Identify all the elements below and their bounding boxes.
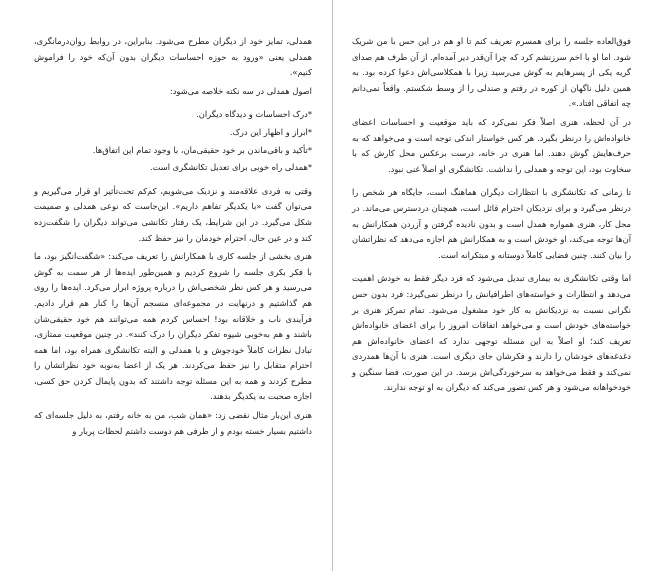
paragraph: اما وقتی تکانشگری به بیماری تبدیل می‌شود که فرد دیگر فقط به خودش اهمیت می‌دهد و انتظارات و خواسته‌های اطرافیانش را درنظر نمی‌گیرد: فرد بدون حس نگرانی نسبت به نزدیکانش به کار خود مشغول می‌شود. تمام تمرکز هنری بر خواسته‌های خودش است و می‌خواهد اتفاقات امروز را برای اعضای خانواده‌اش تعریف کند؛ او اصلاً به این مسئله توجهی ندارد که اعضای خانواده‌اش هم دغدغه‌های خودشان را دارند و فکرشان جای دیگری است. هنری با آن‌ها همدردی نمی‌کند و فقط می‌خواهد به سرخوردگی‌اش برسد. در این صورت، فضا سنگین و خودخواهانه می‌شود و هر کس تصور می‌کند که دیگران به او توجه ندارند. xyxy=(352,273,631,393)
paragraph: همدلی، تمایز خود از دیگران مطرح می‌شود. بنابراین، در روابط روان‌درمانگری، همدلی یعنی «ورود به حوزه احساسات دیگران بدون آن‌که خود را فراموش کنیم». xyxy=(34,36,312,78)
right-page xyxy=(332,0,665,571)
page-gutter-divider xyxy=(332,0,333,571)
paragraph: در آن لحظه، هنری اصلاً فکر نمی‌کرد که باید موقعیت و احساسات اعضای خانواده‌اش را درنظر بگیرد. هر کس خواستار اندکی توجه است و می‌خواهد که به حرف‌هایش گوش دهند. اما هنری در خانه، درست برعکس محل کارش که با سخاوت بود، این توجه و همدلی را نداشت. تکانشگری او اصلاً غنی نبود. xyxy=(352,116,631,174)
paragraph: فوق‌العاده جلسه را برای همسرم تعریف کنم تا او هم در این حس با من شریک شود. اما او با اخم سرزنشم کرد که چرا آن‌قدر دیر آمده‌ام. از آن طرف هم صدای گریه یکی از پسرهایم به گوش می‌رسید زیرا با همکلاسی‌اش دعوا کرده بود. به همین دلیل ناگهان از کوره در رفتم و صندلی را از وسط شکستم. واقعاً نمی‌دانم چه اتفاقی افتاد.». xyxy=(352,36,631,109)
bullet-item: *ابراز و اظهار این درک. xyxy=(229,126,312,137)
paragraph: هنری بخشی از جلسه کاری با همکارانش را تعریف می‌کند: «شگفت‌انگیز بود، ما با فکر بکری جلسه را شروع کردیم و همین‌طور ایده‌ها از هر سمت به گوش می‌رسید و هر کس نظر شخصی‌اش را درباره پروژه ابراز می‌کرد. ایده‌ها را روی هم گذاشتیم و درنهایت در مجموعه‌ای منسجم آن‌ها را کنار هم قرار دادیم. فرآیندی ناب و خلاقانه بود! احساس کردم همه می‌توانند هم خود حقیقی‌شان باشند و هم به‌خوبی شیوه تفکر دیگران را درک کنند». در چنین موقعیت ممتازی، تبادل نظرات کاملاً خودجوش و با همدلی و البته تکانشگری همراه بود، اما همه احترام متقابل را نیز حفظ می‌کردند. هر یک از اعضا به‌نوبه خود نظراتشان را مطرح کردند و همه به این مسئله توجه داشتند که بدون پایمال کردن حق کسی، اجازه صحبت به یکدیگر بدهند. xyxy=(34,251,312,402)
left-page-text xyxy=(34,34,312,439)
right-page-text xyxy=(352,34,631,396)
left-page xyxy=(0,0,332,571)
paragraph: اصول همدلی در سه نکته خلاصه می‌شود: xyxy=(169,85,312,96)
bullet-item: *همدلی راه خوبی برای تعدیل تکانشگری است. xyxy=(149,162,312,173)
paragraph: تا زمانی که تکانشگری با انتظارات دیگران هماهنگ است، جایگاه هر شخص را درنظر می‌گیرد و برای نزدیکان احترام قائل است، همچنان دردسترس می‌ماند. در محل کار، هنری همواره همدل است و بدون نادیده گرفتن و آزردن همکارانش به آن‌ها توجه می‌کند، او خودش است و به همکارانش هم اجازه می‌دهد که نظراتشان را بیان کنند. چنین فضایی کاملاً دوستانه و مبتکرانه است. xyxy=(352,187,631,260)
paragraph: هنری این‌بار مثال نقضی زد: «همان شب، من به خانه رفتم، به دلیل جلسه‌ای که داشتیم بسیار خسته بودم و از طرفی هم دوست داشتم لحظات پربار و xyxy=(34,410,312,436)
bullet-item: *تأکید و باقی‌ماندن بر خود حقیقی‌مان، با وجود تمام این اتفاق‌ها. xyxy=(92,144,312,155)
bullet-item: *درک احساسات و دیدگاه دیگران. xyxy=(196,109,312,120)
paragraph: وقتی به فردی علاقه‌مند و نزدیک می‌شویم، کم‌کم تحت‌تأثیر او قرار می‌گیریم و می‌توان گفت «با یکدیگر تفاهم داریم». این‌جاست که نوعی همدلی و صمیمت شکل می‌گیرد. در این شرایط، یک رفتار تکانشی می‌تواند دیگران را شگفت‌زده کند و در عین حال، احترام خودمان را نیز حفظ کند. xyxy=(34,185,312,243)
